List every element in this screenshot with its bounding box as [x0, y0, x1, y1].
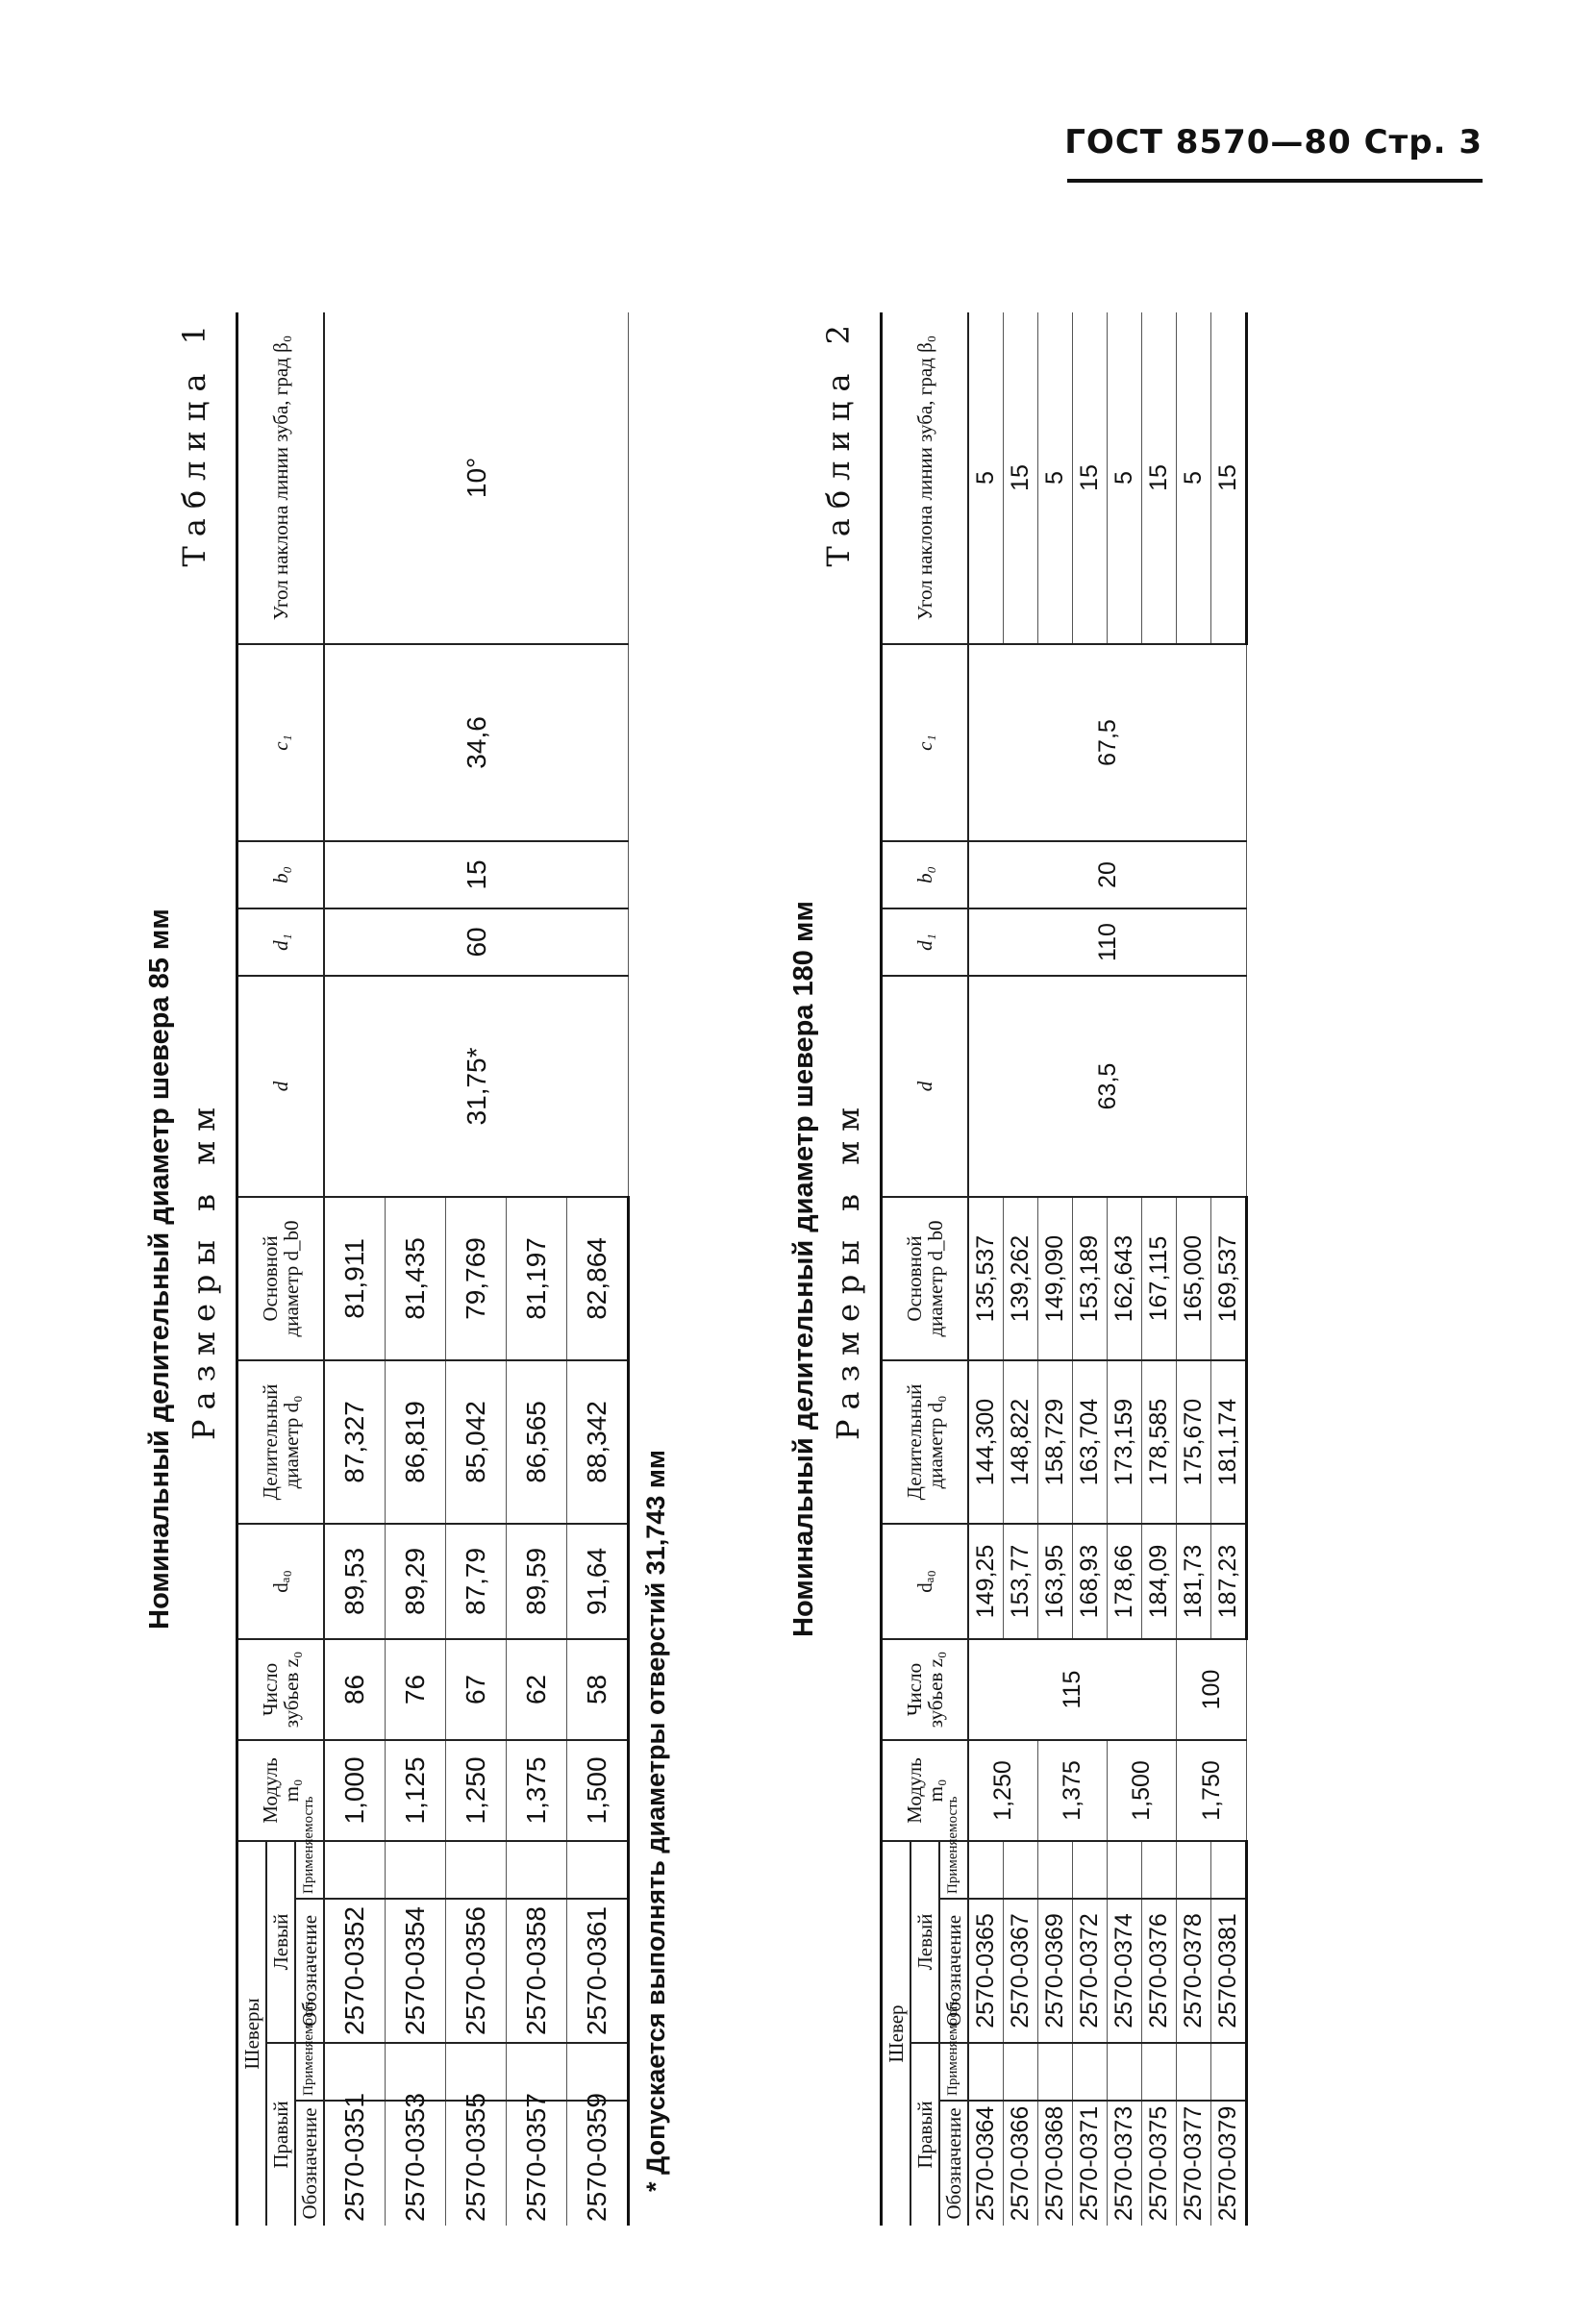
col-pitch: Делительный диаметр d₀ — [882, 1360, 969, 1524]
col-right-designation: Обозначение — [939, 2101, 968, 2226]
table-row: 2570-0353 2570-0354 1,125 76 89,29 86,819 81,435 — [386, 312, 446, 2226]
table-row: 2570-0371 2570-0372 168,93 163,704 153,189 15 — [1073, 312, 1108, 2226]
col-left: Левый — [266, 1841, 295, 2043]
col-base: Основной диаметр d_b0 — [237, 1197, 325, 1360]
merged-b0: 15 — [324, 841, 629, 908]
col-pitch: Делительный диаметр d₀ — [237, 1360, 325, 1524]
col-base: Основной диаметр d_b0 — [882, 1197, 969, 1360]
table2-sizes: Размеры в мм — [830, 1098, 866, 1440]
col-module: Модуль m₀ — [237, 1740, 325, 1841]
table-row: 2570-0355 2570-0356 1,250 67 87,79 85,042 79,769 — [446, 312, 507, 2226]
col-right-applicability: Применяемость — [939, 2043, 968, 2101]
col-d: d — [882, 976, 969, 1197]
merged-d1: 110 — [968, 908, 1247, 976]
col-left-applicability: Применяемость — [939, 1841, 968, 1899]
table1 — [236, 312, 630, 2226]
merged-beta: 10° — [324, 312, 629, 644]
table-row: 2570-0375 2570-0376 184,09 178,585 167,115 15 — [1142, 312, 1177, 2226]
col-d1: d₁ — [237, 908, 325, 976]
col-angle: Угол наклона линии зуба, град β₀ — [882, 312, 969, 644]
col-teeth: Число зубьев z₀ — [237, 1639, 325, 1740]
merged-c1: 67,5 — [968, 644, 1247, 841]
merged-c1: 34,6 — [324, 644, 629, 841]
col-left: Левый — [910, 1841, 939, 2043]
col-module: Модуль m₀ — [882, 1740, 969, 1841]
col-left-applicability: Применяемость — [295, 1841, 324, 1899]
col-b0: b₀ — [237, 841, 325, 908]
table2-label: Таблица 2 — [820, 315, 857, 567]
col-left-designation: Обозначение — [939, 1899, 968, 2043]
header-rule — [1067, 179, 1483, 183]
col-right-designation: Обозначение — [295, 2101, 324, 2226]
table-row: 2570-0377 2570-0378 1,750 100 181,73 175,670 165,000 5 — [1177, 312, 1211, 2226]
table-row: 2570-0357 2570-0358 1,375 62 89,59 86,565 81,197 — [507, 312, 567, 2226]
table1-label: Таблица 1 — [176, 315, 212, 567]
col-group: Шевер — [882, 1841, 911, 2226]
rotated-content — [0, 308, 1596, 2230]
merged-b0: 20 — [968, 841, 1247, 908]
table1-block — [144, 308, 671, 2230]
table1-footnote: * Допускается выполнять диаметры отверстий 31,743 мм — [641, 1450, 671, 2192]
col-left-designation: Обозначение — [295, 1899, 324, 2043]
table-row: 2570-0368 2570-0369 1,375 163,95 158,729 149,090 5 — [1038, 312, 1073, 2226]
merged-d: 31,75* — [324, 976, 629, 1197]
col-b0: b₀ — [882, 841, 969, 908]
col-angle: Угол наклона линии зуба, град β₀ — [237, 312, 325, 644]
table-row: 2570-0366 2570-0367 153,77 148,822 139,262 15 — [1004, 312, 1038, 2226]
col-da0: dₐ₀ — [882, 1524, 969, 1639]
col-group: Шеверы — [237, 1841, 267, 2226]
table2 — [880, 312, 1248, 2226]
col-d: d — [237, 976, 325, 1197]
col-right: Правый — [910, 2043, 939, 2226]
col-d1: d₁ — [882, 908, 969, 976]
col-right-applicability: Применяемость — [295, 2043, 324, 2101]
col-c1: c₁ — [882, 644, 969, 841]
table2-block — [788, 308, 1248, 2230]
col-right: Правый — [266, 2043, 295, 2226]
table-row: 2570-0373 2570-0374 1,500 178,66 173,159 162,643 5 — [1108, 312, 1142, 2226]
merged-d: 63,5 — [968, 976, 1247, 1197]
col-teeth: Число зубьев z₀ — [882, 1639, 969, 1740]
table1-sizes: Размеры в мм — [186, 1098, 222, 1440]
table2-title: Номинальный делительный диаметр шевера 180 мм — [788, 901, 819, 1637]
table-row: 2570-0364 2570-0365 1,250 115 149,25 144,300 135,537 63,5 110 20 67,5 5 — [968, 312, 1004, 2226]
table-row: 2570-0359 2570-0361 1,500 58 91,64 88,342 82,864 — [567, 312, 629, 2226]
table1-title: Номинальный делительный диаметр шевера 85 мм — [144, 908, 175, 1630]
table-row: 2570-0351 2570-0352 1,000 86 89,53 87,327 81,911 31,75* 60 15 34,6 10° — [324, 312, 386, 2226]
merged-d1: 60 — [324, 908, 629, 976]
col-c1: c₁ — [237, 644, 325, 841]
table-row: 2570-0379 2570-0381 187,23 181,174 169,537 15 — [1211, 312, 1247, 2226]
page-header: ГОСТ 8570—80 Стр. 3 — [1064, 123, 1483, 162]
col-da0: dₐ₀ — [237, 1524, 325, 1639]
